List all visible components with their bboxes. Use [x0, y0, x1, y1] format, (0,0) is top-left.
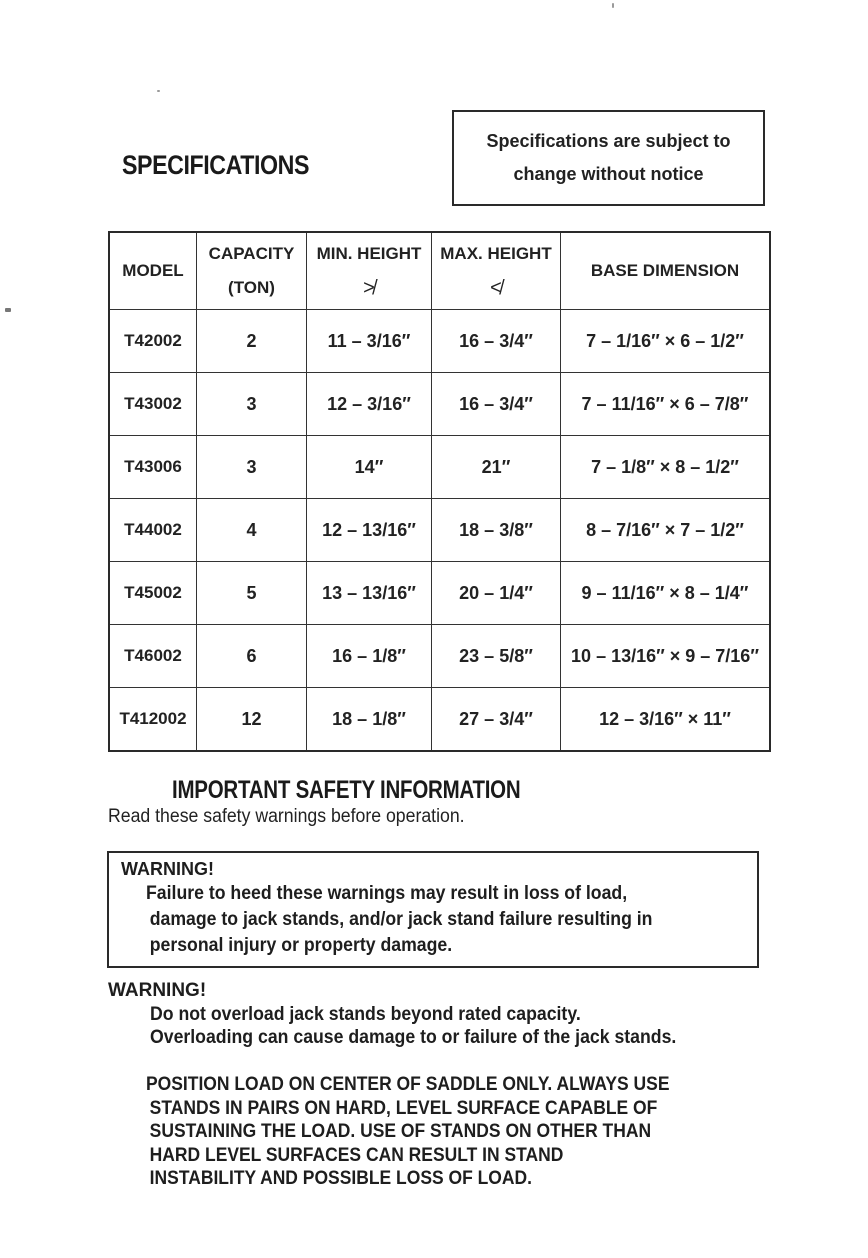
model-cell: T43006	[109, 436, 197, 499]
min-height-cell: 18 – 1/8″	[307, 688, 432, 752]
not-greater-than-icon: ≯	[363, 277, 375, 299]
base-dimension-cell: 12 – 3/16″ × 11″	[561, 688, 771, 752]
max-height-cell: 20 – 1/4″	[432, 562, 561, 625]
capacity-cell: 3	[197, 373, 307, 436]
header-min-height	[307, 232, 432, 310]
warning-line: Failure to heed these warnings may result in loss of load,	[146, 883, 628, 904]
table-header-row	[109, 232, 770, 310]
notice-box	[452, 110, 765, 206]
warning-2-line: Overloading can cause damage to or failure of the jack stands.	[150, 1027, 677, 1048]
base-dimension-cell: 7 – 1/8″ × 8 – 1/2″	[561, 436, 771, 499]
specifications-table	[108, 231, 771, 752]
scan-speck	[5, 308, 11, 312]
capacity-cell: 12	[197, 688, 307, 752]
table-row	[109, 625, 770, 688]
base-dimension-cell: 9 – 11/16″ × 8 – 1/4″	[561, 562, 771, 625]
header-min-height-label: MIN. HEIGHT	[316, 244, 422, 263]
base-dimension-cell: 10 – 13/16″ × 9 – 7/16″	[561, 625, 771, 688]
max-height-cell: 18 – 3/8″	[432, 499, 561, 562]
capacity-cell: 4	[197, 499, 307, 562]
notice-line: Specifications are subject to	[486, 131, 731, 151]
warning-text	[146, 881, 704, 959]
min-height-cell: 13 – 13/16″	[307, 562, 432, 625]
header-capacity-unit: (TON)	[228, 278, 275, 297]
min-height-cell: 16 – 1/8″	[307, 625, 432, 688]
notice-line: SUSTAINING THE LOAD. USE OF STANDS ON OTHER THAN	[149, 1121, 652, 1142]
warning-2-line: Do not overload jack stands beyond rated capacity.	[150, 1004, 581, 1025]
notice-line: POSITION LOAD ON CENTER OF SADDLE ONLY. ALWAYS USE	[146, 1074, 670, 1095]
base-dimension-cell: 8 – 7/16″ × 7 – 1/2″	[561, 499, 771, 562]
min-height-cell: 12 – 3/16″	[307, 373, 432, 436]
capacity-cell: 5	[197, 562, 307, 625]
table-row	[109, 310, 770, 373]
table-row	[109, 562, 770, 625]
header-max-height-label: MAX. HEIGHT	[440, 244, 552, 263]
model-cell: T43002	[109, 373, 197, 436]
table-row	[109, 499, 770, 562]
notice-line: INSTABILITY AND POSSIBLE LOSS OF LOAD.	[149, 1168, 532, 1189]
max-height-cell: 27 – 3/4″	[432, 688, 561, 752]
max-height-cell: 21″	[432, 436, 561, 499]
base-dimension-cell: 7 – 11/16″ × 6 – 7/8″	[561, 373, 771, 436]
table-row	[109, 373, 770, 436]
table-body	[109, 310, 770, 752]
notice-line: HARD LEVEL SURFACES CAN RESULT IN STAND	[149, 1144, 564, 1166]
header-model: MODEL	[109, 232, 197, 310]
safety-subtitle: Read these safety warnings before operation.	[108, 806, 465, 827]
table-row	[109, 688, 770, 752]
max-height-cell: 16 – 3/4″	[432, 373, 561, 436]
base-dimension-cell: 7 – 1/16″ × 6 – 1/2″	[561, 310, 771, 373]
scan-speck	[612, 3, 614, 8]
warning-line: damage to jack stands, and/or jack stand failure resulting in	[149, 909, 653, 930]
warning-box	[107, 851, 759, 968]
warning-line: personal injury or property damage.	[149, 935, 453, 956]
notice-line: STANDS IN PAIRS ON HARD, LEVEL SURFACE CAPABLE OF	[149, 1097, 658, 1119]
model-cell: T42002	[109, 310, 197, 373]
min-height-cell: 11 – 3/16″	[307, 310, 432, 373]
page-title: SPECIFICATIONS	[122, 150, 310, 180]
header-capacity	[197, 232, 307, 310]
model-cell: T46002	[109, 625, 197, 688]
position-load-notice	[146, 1073, 670, 1191]
warning-label: WARNING!	[121, 859, 214, 879]
model-cell: T45002	[109, 562, 197, 625]
model-cell: T44002	[109, 499, 197, 562]
capacity-cell: 3	[197, 436, 307, 499]
header-capacity-label: CAPACITY	[208, 244, 295, 263]
model-cell: T412002	[109, 688, 197, 752]
notice-line: change without notice	[513, 164, 704, 184]
not-less-than-icon: ≮	[490, 277, 502, 299]
warning-2-label: WARNING!	[108, 980, 207, 1001]
max-height-cell: 23 – 5/8″	[432, 625, 561, 688]
min-height-cell: 14″	[307, 436, 432, 499]
warning-2-text	[150, 1003, 676, 1049]
max-height-cell: 16 – 3/4″	[432, 310, 561, 373]
safety-title: IMPORTANT SAFETY INFORMATION	[172, 776, 521, 804]
header-max-height	[432, 232, 561, 310]
header-base-dimension: BASE DIMENSION	[561, 232, 771, 310]
capacity-cell: 6	[197, 625, 307, 688]
scan-speck	[157, 90, 160, 92]
min-height-cell: 12 – 13/16″	[307, 499, 432, 562]
capacity-cell: 2	[197, 310, 307, 373]
table-row	[109, 436, 770, 499]
